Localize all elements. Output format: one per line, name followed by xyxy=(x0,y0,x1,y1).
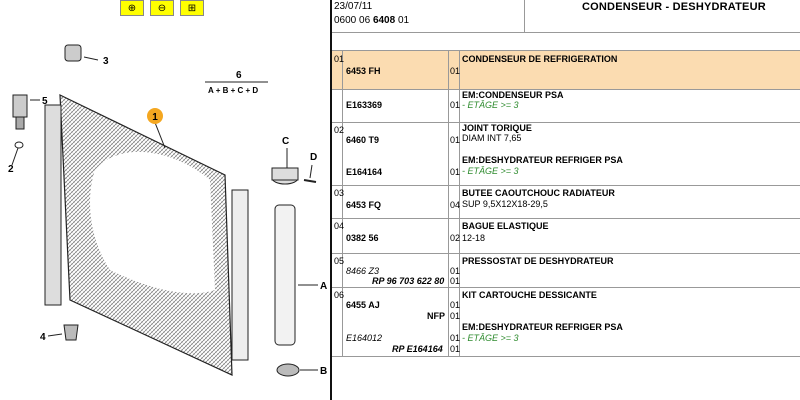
page-title: CONDENSEUR - DESHYDRATEUR xyxy=(582,1,766,13)
svg-text:D: D xyxy=(310,152,318,163)
table-row[interactable]: 04 0382 56 02 BAGUE ELASTIQUE 12-18 xyxy=(332,219,800,254)
svg-text:1: 1 xyxy=(152,112,158,123)
pressostat xyxy=(13,95,27,117)
dehydrator-cartridge xyxy=(275,205,295,345)
right-tank xyxy=(232,190,248,360)
table-row[interactable]: 06 6455 AJ NFP 01 01 KIT CARTOUCHE DESSICANTE E164012 RP E164164 01 01 EM:DESHYDRATEUR REFRIGER PSA - ETÂGE >= 3 xyxy=(332,288,800,357)
header-band xyxy=(332,33,800,51)
left-tank xyxy=(45,105,61,305)
screw-part xyxy=(304,180,316,182)
exploded-diagram xyxy=(0,0,330,400)
table-row[interactable]: E163369 01 EM:CONDENSEUR PSA - ETÂGE >= 3 xyxy=(332,90,800,123)
table-row[interactable]: 01 6453 FH 01 CONDENSEUR DE REFRIGERATION xyxy=(332,51,800,90)
zoom-fit-icon[interactable]: ⊞ xyxy=(180,0,204,16)
seal-ring xyxy=(277,364,299,376)
rubber-stop xyxy=(65,45,81,61)
svg-text:A: A xyxy=(320,281,328,292)
table-row[interactable]: 05 8466 Z3 RP 96 703 622 80 01 01 PRESSOSTAT DE DESHYDRATEUR xyxy=(332,254,800,288)
table-row[interactable]: 02 6460 T9 01 JOINT TORIQUE DIAM INT 7,65 E164164 01 EM:DESHYDRATEUR REFRIGER PSA - ETÂGE >= 3 xyxy=(332,123,800,186)
zoom-out-icon[interactable]: ⊖ xyxy=(150,0,174,16)
svg-text:C: C xyxy=(282,136,290,147)
svg-text:2: 2 xyxy=(8,164,14,175)
parts-list-panel xyxy=(332,0,800,400)
zoom-in-icon[interactable]: ⊕ xyxy=(120,0,144,16)
header-date: 23/07/11 xyxy=(334,1,373,12)
table-row[interactable]: 03 6453 FQ 04 BUTEE CAOUTCHOUC RADIATEUR SUP 9,5X12X18-29,5 xyxy=(332,186,800,219)
header-reference: 0600 06 6408 01 xyxy=(334,15,410,26)
diagram-panel xyxy=(0,0,330,400)
svg-text:A + B + C + D: A + B + C + D xyxy=(208,86,259,95)
parts-header xyxy=(332,0,800,33)
o-ring xyxy=(15,142,23,148)
svg-text:4: 4 xyxy=(40,332,46,343)
svg-text:B: B xyxy=(320,366,328,377)
svg-text:5: 5 xyxy=(42,96,48,107)
svg-text:6: 6 xyxy=(236,70,242,81)
elastic-ring xyxy=(64,325,78,340)
svg-text:3: 3 xyxy=(103,56,109,67)
